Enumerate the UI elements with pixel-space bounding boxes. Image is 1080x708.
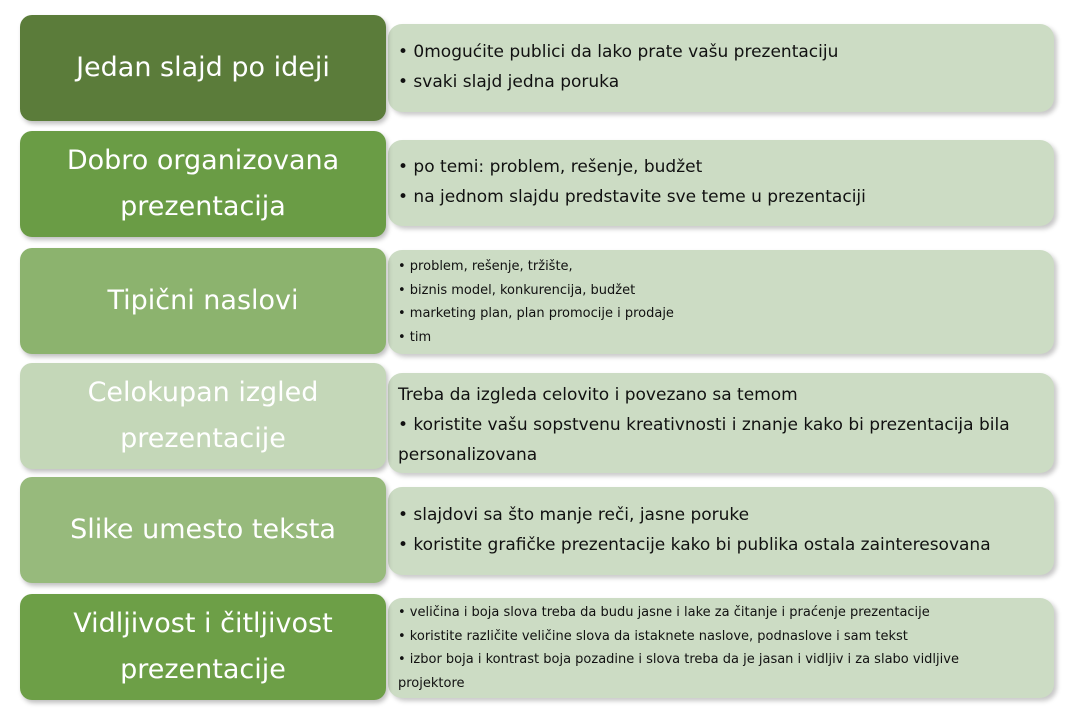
label-6-text: Vidljivost i čitljivost prezentacije — [73, 608, 333, 685]
label-5-text: Slike umesto teksta — [70, 514, 336, 545]
desc-3-line-3: • marketing plan, plan promocije i prodaje — [398, 306, 674, 321]
desc-1-line-1: • 0mogućite publici da lako prate vašu prezentaciju — [398, 42, 839, 62]
desc-box-5 — [388, 487, 1054, 575]
desc-4-line-1: Treba da izgleda celovito i povezano sa temom — [398, 385, 798, 405]
label-3-text: Tipični naslovi — [107, 285, 299, 316]
desc-5-line-2: • koristite grafičke prezentacije kako bi publika ostala zainteresovana — [398, 535, 991, 555]
desc-2-line-1: • po temi: problem, rešenje, budžet — [398, 157, 703, 177]
desc-box-3 — [388, 250, 1054, 354]
label-2-text: Dobro organizovana prezentacija — [66, 145, 340, 222]
desc-2-line-2: • na jednom slajdu predstavite sve teme u prezentaciji — [398, 187, 866, 207]
label-4-text: Celokupan izgled prezentacije — [87, 377, 319, 454]
label-5 — [20, 477, 386, 583]
desc-4-line-2: • koristite vašu sopstvenu kreativnosti i znanje kako bi prezentacija bila — [398, 415, 1010, 435]
label-1-text: Jedan slajd po ideji — [76, 52, 330, 83]
desc-1-line-2: • svaki slajd jedna poruka — [398, 72, 620, 92]
label-4 — [20, 363, 386, 469]
desc-5-line-1: • slajdovi sa što manje reči, jasne poruke — [398, 505, 750, 525]
desc-3-line-2: • biznis model, konkurencija, budžet — [398, 282, 636, 298]
label-3 — [20, 248, 386, 354]
desc-6-line-4: projektore — [398, 675, 465, 691]
desc-6-line-3: • izbor boja i kontrast boja pozadine i slova treba da je jasan i vidljiv i za slabo vidljive — [398, 652, 959, 667]
desc-box-4 — [388, 373, 1054, 473]
label-2 — [20, 131, 386, 237]
desc-box-2 — [388, 140, 1054, 226]
desc-6-line-2: • koristite različite veličine slova da istaknete naslove, podnaslove i sam tekst — [398, 628, 908, 644]
desc-3-line-4: • tim — [398, 329, 432, 345]
label-1 — [20, 15, 386, 121]
desc-3-line-1: • problem, rešenje, tržište, — [398, 259, 573, 274]
desc-box-1 — [388, 24, 1054, 112]
desc-4-line-3: personalizovana — [398, 445, 538, 465]
desc-box-6 — [388, 598, 1054, 698]
label-6 — [20, 594, 386, 700]
desc-6-line-1: • veličina i boja slova treba da budu jasne i lake za čitanje i praćenje prezentacije — [398, 605, 930, 620]
